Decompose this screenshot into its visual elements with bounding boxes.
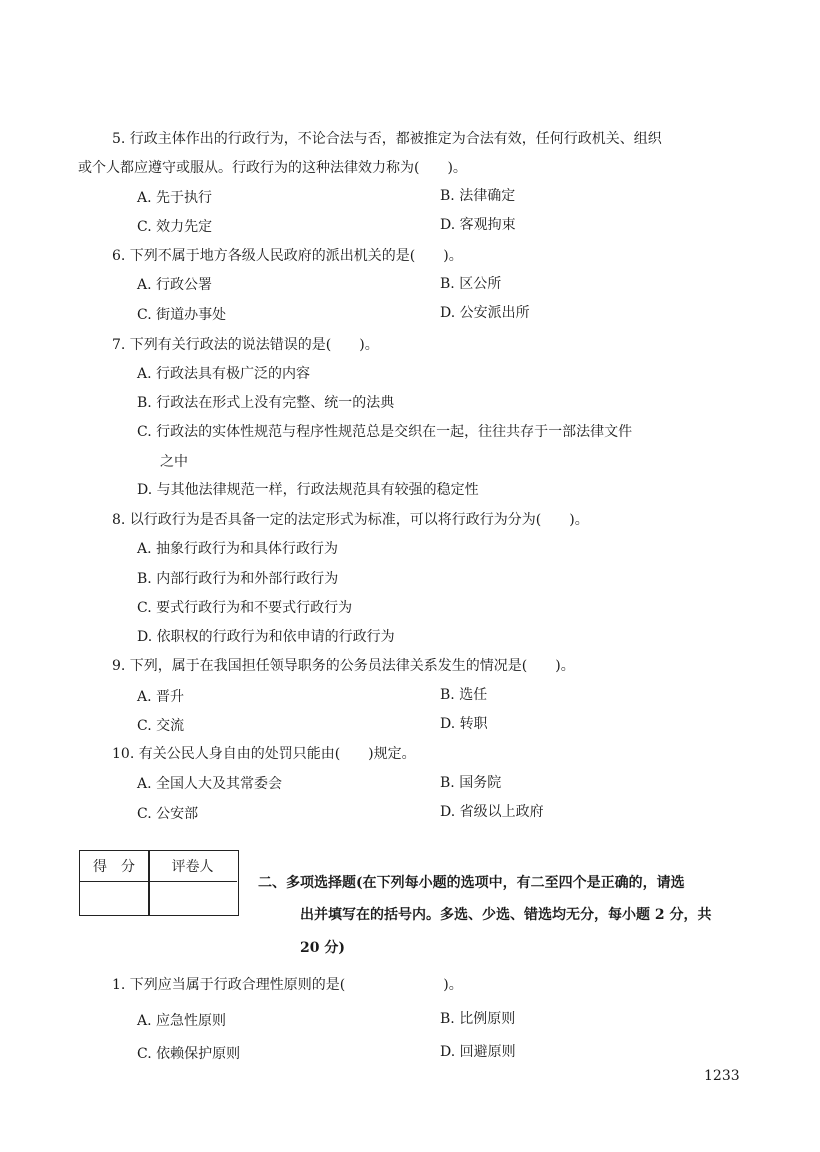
q6-option-a: A. 行政公署: [137, 277, 213, 293]
q7-option-a: A. 行政法具有极广泛的内容: [137, 366, 311, 382]
question-10: 10. 有关公民人身自由的处罚只能由( )规定。: [112, 746, 416, 762]
mq1-option-c: C. 依赖保护原则: [137, 1046, 241, 1062]
page-number: 1233: [704, 1068, 740, 1084]
q6-option-b: B. 区公所: [440, 276, 502, 292]
question-8: 8. 以行政行为是否具备一定的法定形式为标准，可以将行政行为分为( )。: [112, 512, 589, 528]
question-7: 7. 下列有关行政法的说法错误的是( )。: [112, 337, 379, 353]
q9-option-c: C. 交流: [137, 718, 185, 734]
question-6: 6. 下列不属于地方各级人民政府的派出机关的是( )。: [112, 248, 463, 264]
question-9: 9. 下列，属于在我国担任领导职务的公务员法律关系发生的情况是( )。: [112, 658, 575, 674]
q8-option-a: A. 抽象行政行为和具体行政行为: [137, 541, 339, 557]
score-table: [79, 850, 239, 916]
mq1-option-d: D. 回避原则: [440, 1044, 516, 1060]
q6-option-d: D. 公安派出所: [440, 305, 530, 321]
q5-option-c: C. 效力先定: [137, 219, 213, 235]
table-divider: [148, 851, 150, 915]
section-2-title: 二、多项选择题(在下列每小题的选项中，有二至四个是正确的，请选: [258, 875, 685, 891]
q9-option-a: A. 晋升: [137, 689, 185, 705]
mq1-option-b: B. 比例原则: [440, 1011, 516, 1027]
q10-option-d: D. 省级以上政府: [440, 804, 544, 820]
grader-header: 评卷人: [148, 851, 237, 882]
q8-option-d: D. 依职权的行政行为和依申请的行政行为: [137, 629, 395, 645]
section-2-line-3: 20 分): [300, 940, 345, 956]
q5-option-d: D. 客观拘束: [440, 217, 516, 233]
q7-option-b: B. 行政法在形式上没有完整、统一的法典: [137, 395, 395, 411]
q8-option-b: B. 内部行政行为和外部行政行为: [137, 571, 339, 587]
q9-option-d: D. 转职: [440, 716, 488, 732]
q10-option-c: C. 公安部: [137, 806, 199, 822]
q7-option-c-line-2: 之中: [160, 454, 188, 470]
q10-option-a: A. 全国人大及其常委会: [137, 776, 283, 792]
q7-option-d: D. 与其他法律规范一样，行政法规范具有较强的稳定性: [137, 482, 479, 498]
mc-question-1: 1. 下列应当属于行政合理性原则的是( )。: [112, 977, 463, 993]
question-5-line-2: 或个人都应遵守或服从。行政行为的这种法律效力称为( )。: [78, 160, 467, 176]
score-header: 得 分: [80, 851, 148, 882]
q5-option-b: B. 法律确定: [440, 188, 516, 204]
q7-option-c-line-1: C. 行政法的实体性规范与程序性规范总是交织在一起，往往共存于一部法律文件: [137, 424, 633, 440]
question-5-line-1: 5. 行政主体作出的行政行为，不论合法与否，都被推定为合法有效，任何行政机关、组织: [112, 131, 662, 147]
q8-option-c: C. 要式行政行为和不要式行政行为: [137, 600, 353, 616]
section-2-line-2: 出并填写在的括号内。多选、少选、错选均无分，每小题 2 分，共: [300, 907, 712, 923]
q5-option-a: A. 先于执行: [137, 190, 213, 206]
q9-option-b: B. 选任: [440, 687, 488, 703]
mq1-option-a: A. 应急性原则: [137, 1013, 227, 1029]
q10-option-b: B. 国务院: [440, 775, 502, 791]
q6-option-c: C. 街道办事处: [137, 307, 227, 323]
